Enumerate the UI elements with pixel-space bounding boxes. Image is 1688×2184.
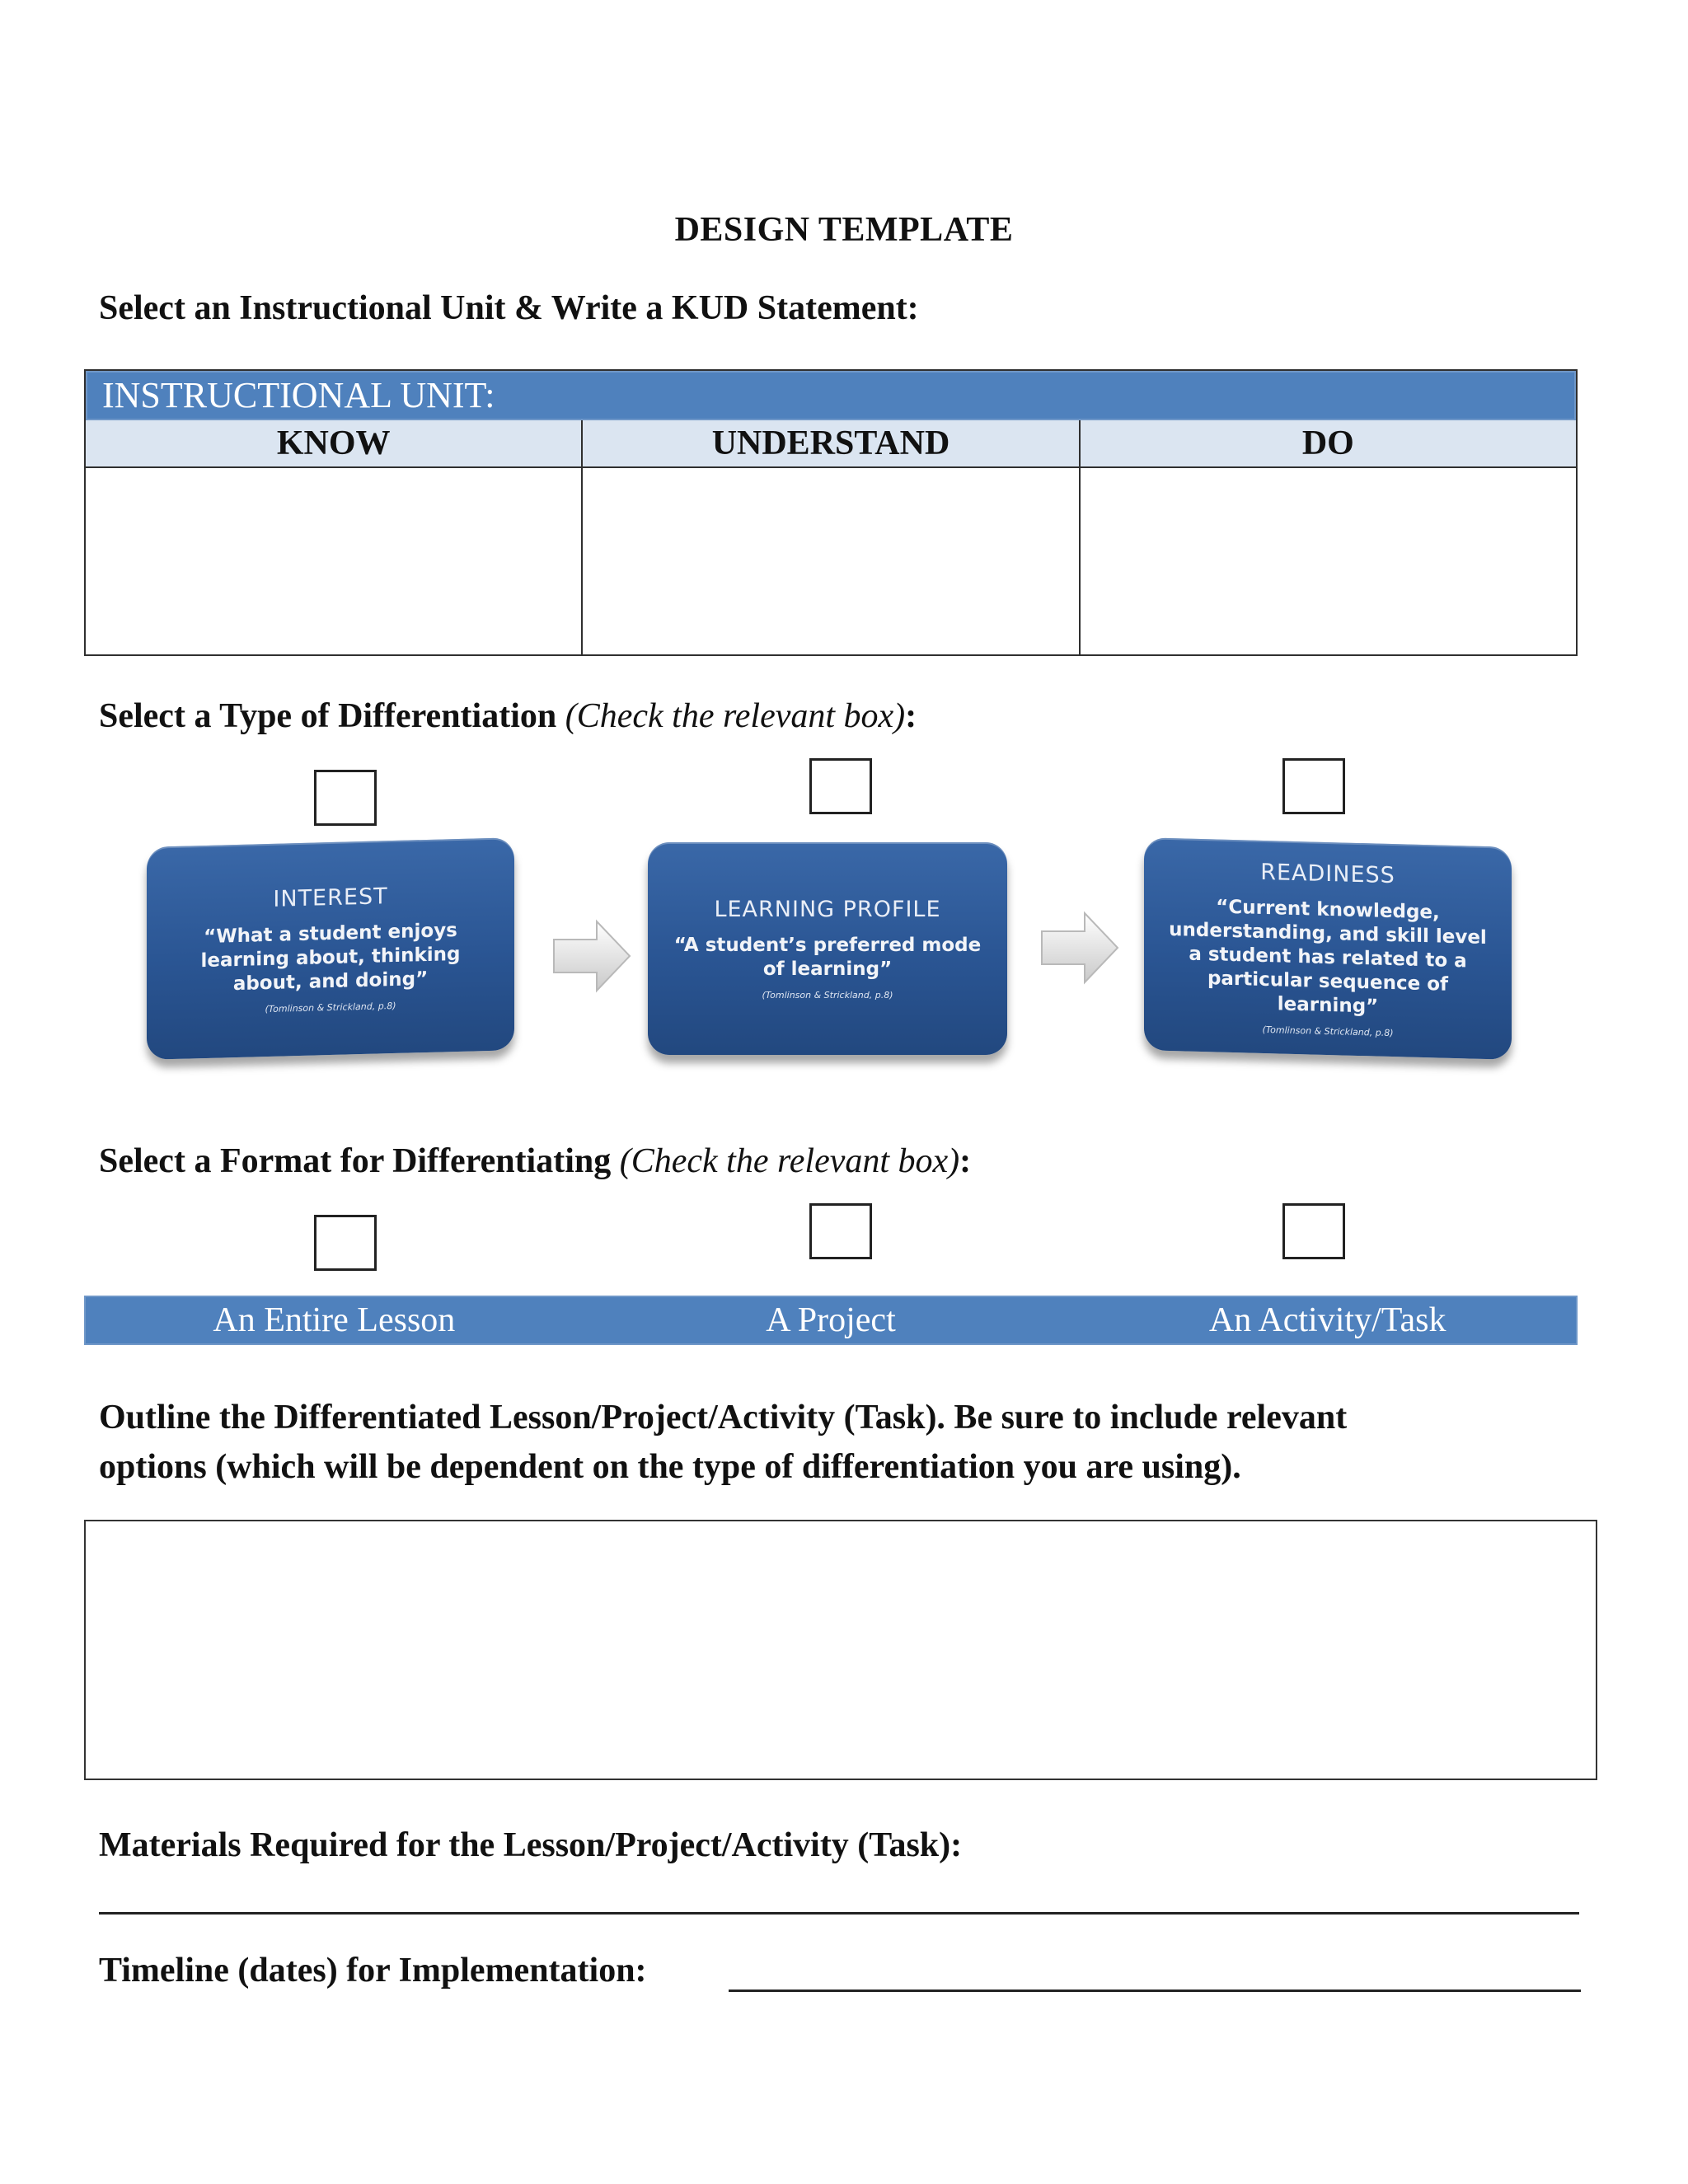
format-options-bar <box>84 1296 1578 1345</box>
format-heading-label: Select a Format for Differentiating <box>99 1142 612 1180</box>
readiness-card <box>1144 837 1512 1060</box>
format-heading-hint: (Check the relevant box) <box>619 1142 960 1180</box>
understand-cell[interactable] <box>583 468 1080 654</box>
outline-heading-line-1: Outline the Differentiated Lesson/Project/Activity (Task). Be sure to include relevant <box>99 1399 1348 1436</box>
interest-card-title: INTEREST <box>273 883 388 912</box>
learning-profile-card-cite: (Tomlinson & Strickland, p.8) <box>762 990 893 1001</box>
outline-textbox[interactable] <box>84 1520 1597 1780</box>
format-heading-colon: : <box>959 1142 972 1180</box>
learning-profile-checkbox[interactable] <box>809 758 872 814</box>
know-cell[interactable] <box>86 468 583 654</box>
kud-body-row <box>86 468 1576 654</box>
readiness-card-title: READINESS <box>1260 859 1395 888</box>
type-heading <box>99 696 917 736</box>
interest-card-quote: “What a student enjoys learning about, thinking about, and doing” <box>200 919 461 995</box>
interest-card-cite: (Tomlinson & Strickland, p.8) <box>265 1000 396 1015</box>
project-checkbox[interactable] <box>809 1203 872 1259</box>
do-cell[interactable] <box>1081 468 1576 654</box>
readiness-card-cite: (Tomlinson & Strickland, p.8) <box>1262 1024 1394 1038</box>
format-heading <box>99 1141 971 1181</box>
instructional-unit-label: INSTRUCTIONAL UNIT: <box>86 371 1576 420</box>
activity-task-checkbox[interactable] <box>1282 1203 1345 1259</box>
interest-checkbox[interactable] <box>314 770 377 826</box>
interest-card <box>147 837 514 1060</box>
type-heading-hint: (Check the relevant box) <box>565 697 906 735</box>
format-entire-lesson: An Entire Lesson <box>213 1301 456 1339</box>
outline-heading <box>99 1393 1347 1492</box>
type-heading-label: Select a Type of Differentiation <box>99 697 557 735</box>
page-title: DESIGN TEMPLATE <box>674 211 1014 249</box>
kud-header-row <box>86 420 1576 468</box>
arrow-icon <box>551 915 633 997</box>
kud-heading: Select an Instructional Unit & Write a KUD Statement: <box>99 289 919 327</box>
format-project: A Project <box>766 1301 896 1339</box>
timeline-label: Timeline (dates) for Implementation: <box>99 1952 647 1990</box>
entire-lesson-checkbox[interactable] <box>314 1215 377 1271</box>
know-header: KNOW <box>86 420 583 466</box>
materials-line[interactable] <box>99 1912 1579 1915</box>
understand-header: UNDERSTAND <box>583 420 1080 466</box>
materials-label: Materials Required for the Lesson/Project/Activity (Task): <box>99 1826 963 1864</box>
timeline-line[interactable] <box>729 1990 1581 1992</box>
learning-profile-card <box>648 842 1007 1055</box>
kud-table <box>84 369 1578 656</box>
arrow-icon <box>1039 907 1121 989</box>
do-header: DO <box>1301 424 1354 462</box>
type-heading-colon: : <box>905 697 917 735</box>
learning-profile-card-quote: “A student’s preferred mode of learning” <box>673 935 982 980</box>
readiness-card-quote: “Current knowledge, understanding, and skill level a student has related to a particular sequence of learning” <box>1169 895 1487 1018</box>
readiness-checkbox[interactable] <box>1282 758 1345 814</box>
outline-heading-line-2: options (which will be dependent on the type of differentiation you are using). <box>99 1448 1241 1486</box>
format-activity-task: An Activity/Task <box>1208 1301 1447 1339</box>
learning-profile-card-title: LEARNING PROFILE <box>714 897 941 922</box>
